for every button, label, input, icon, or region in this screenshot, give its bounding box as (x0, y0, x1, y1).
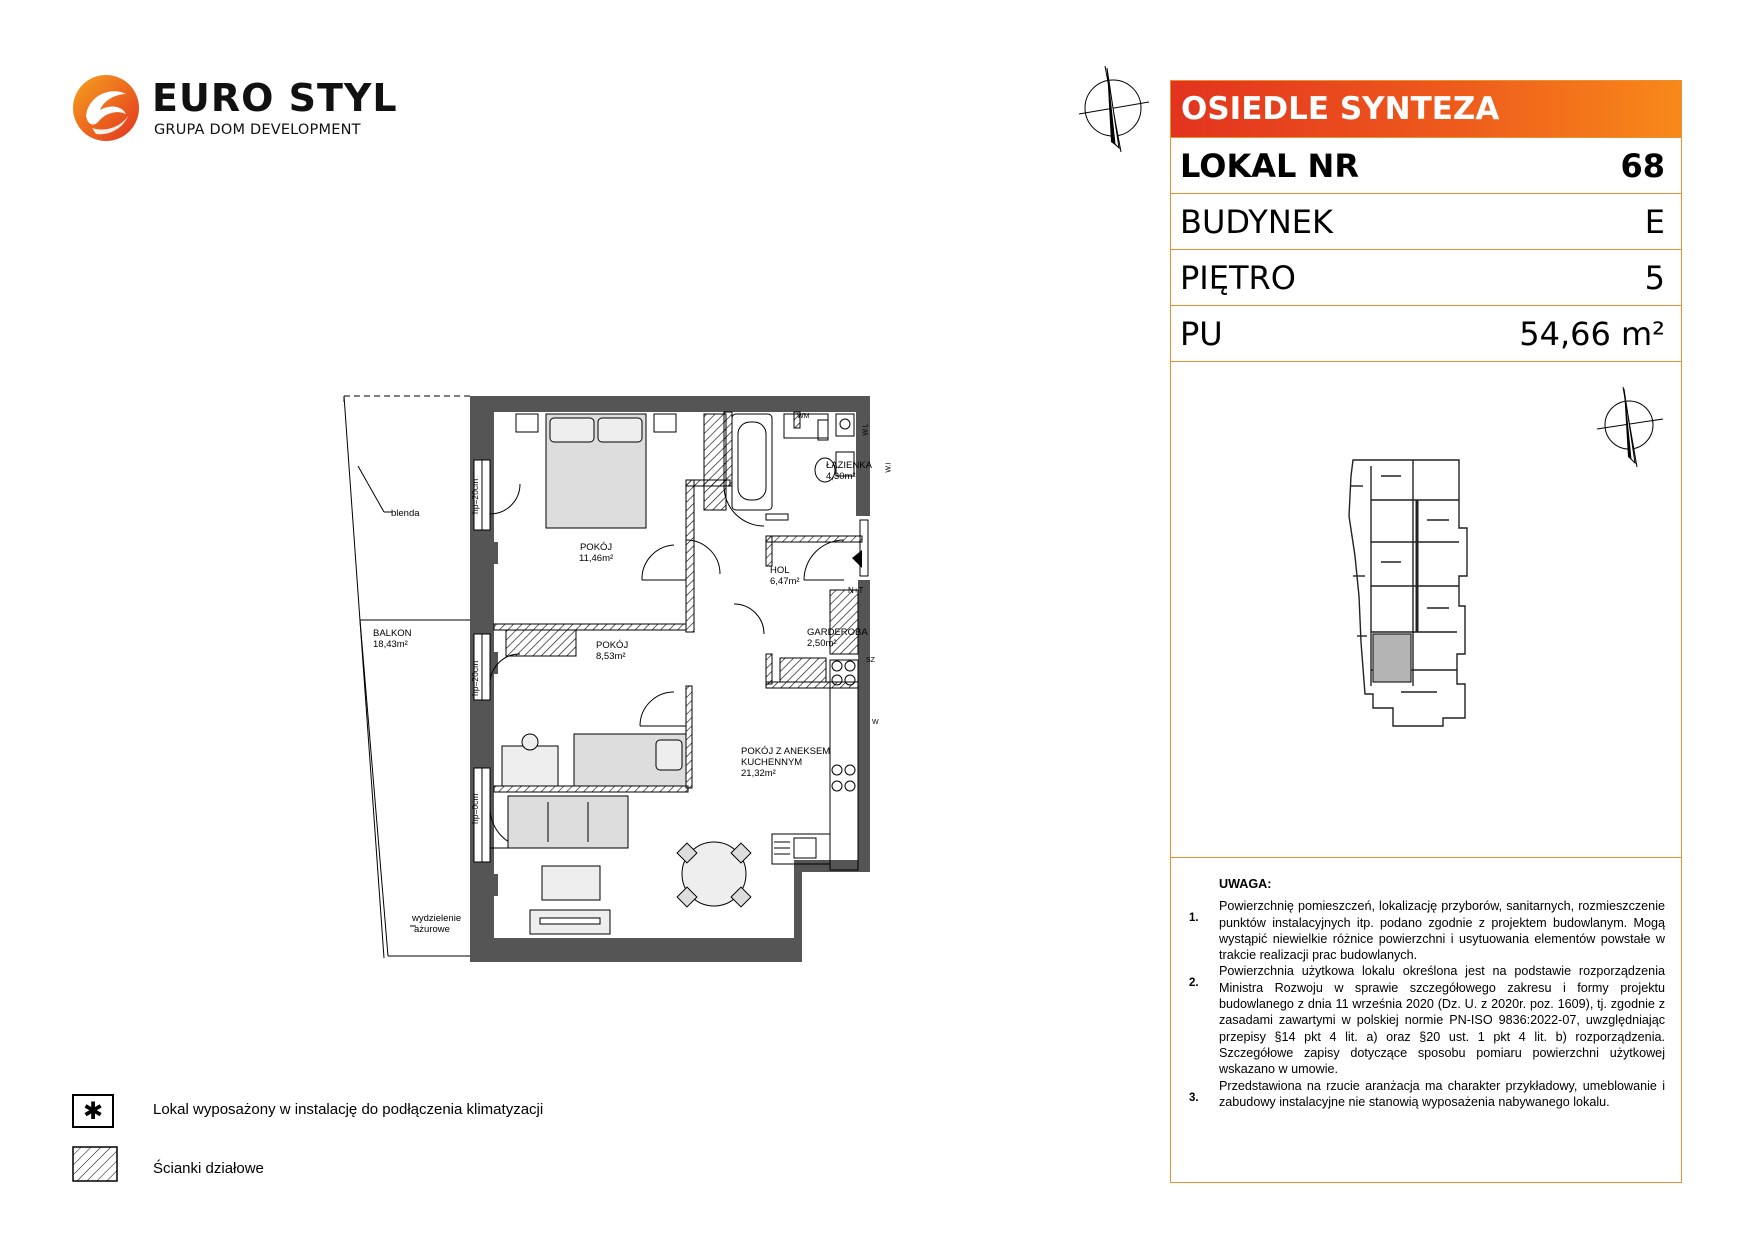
room-area: 11,46m² (579, 553, 614, 564)
annotation-blenda: blenda (391, 508, 420, 519)
room-area: 8,53m² (596, 651, 626, 662)
annotation-hp2: hp=20cm (470, 660, 480, 696)
room-area: 18,43m² (373, 639, 408, 650)
note-item (1183, 963, 1665, 1077)
room-label-hall (770, 565, 800, 587)
annotation-sz: SZ (866, 657, 875, 664)
room-label-bedroom (579, 542, 613, 564)
room-name: POKÓJ (596, 640, 629, 651)
annotation-wc: W (872, 719, 879, 726)
room-name-2: KUCHENNYM (741, 757, 803, 768)
note-number: 1. (1189, 912, 1199, 925)
logo-subtitle: GRUPA DOM DEVELOPMENT (154, 122, 361, 138)
notes-section (1183, 876, 1665, 1110)
room-name: GARDEROBA (807, 627, 868, 638)
legend-ac-box (72, 1094, 114, 1128)
note-text: Przedstawiona na rzucie aranżacja ma charakter przykładowy, umeblowanie i zabudowy instalacyjne nie stanowią wyposażenia nabywanego lokalu. (1219, 1078, 1665, 1109)
legend-walls-text: Ścianki działowe (153, 1160, 264, 1177)
room-label-room2 (596, 640, 628, 662)
info-value: E (1644, 202, 1665, 241)
info-label: PIĘTRO (1180, 258, 1296, 297)
notes-heading: UWAGA: (1219, 877, 1272, 891)
bedroom-furniture (516, 414, 676, 528)
estate-title: OSIEDLE SYNTEZA (1171, 81, 1681, 137)
info-row-area (1171, 305, 1681, 362)
annotation-line: wydzielenie (412, 913, 462, 924)
partition-hatch-icon (72, 1146, 118, 1182)
info-value: 54,66 m² (1519, 314, 1665, 353)
info-label: PU (1180, 314, 1223, 353)
annotation-hp3: hp=0cm (470, 793, 480, 824)
annotation-wm: WM (797, 413, 810, 420)
note-text: Powierzchnia użytkowa lokalu określona jest na podstawie rozporządzenia Ministra Rozwoju w sprawie szczegółowego zakresu i formy projektu budowlanego z dnia 11 września 2020 (Dz. U. z 2020r. poz. 1609), tj. zgodnie z zasadami zawartymi w polskiej normie PN-ISO 9836:2022-07, uwzględniając przepisy §14 pkt 4 lit. a) oraz §20 ust. 1 pkt 4 lit. b) rozporządzenia. Szczegółowe zapisy dotyczące sposobu pomiaru powierzchni użytkowej wskazano w umowie. (1219, 964, 1665, 1077)
legend-ac-text: Lokal wyposażony w instalację do podłączenia klimatyzacji (153, 1101, 544, 1118)
info-row-unit (1171, 137, 1681, 193)
room-name: HOL (770, 565, 790, 576)
room-name: BALKON (373, 628, 412, 639)
room-label-balcony (373, 628, 412, 650)
info-value: 68 (1620, 146, 1665, 185)
logo-mark-icon (70, 72, 142, 144)
room-name: ŁAZIENKA (826, 460, 872, 471)
note-text: Powierzchnię pomieszczeń, lokalizację przyborów, sanitarnych, rozmieszczenie punktów instalacyjnych itp. podano zgodnie z projektem budowlanym. Mogą wystąpić niewielkie różnice powierzchni i usytuowania elementów powstałe w trakcie realizacji prac budowlanych. (1219, 899, 1665, 963)
balcony-outline (344, 396, 472, 958)
info-label: LOKAL NR (1180, 146, 1359, 185)
room-label-wardrobe (807, 627, 868, 649)
annotation-line: ażurowe (414, 924, 450, 935)
annotation-wl: W.L (862, 423, 870, 436)
logo-brand: EURO STYL (152, 76, 398, 120)
info-row-building (1171, 193, 1681, 249)
note-number: 3. (1189, 1091, 1199, 1104)
info-label: BUDYNEK (1180, 202, 1333, 241)
annotation-hp1: hp=20cm (470, 478, 480, 514)
room-area: 6,47m² (770, 576, 800, 587)
annotation-separation (412, 913, 461, 935)
note-item (1183, 1078, 1665, 1111)
room-label-living (741, 746, 830, 779)
highlighted-unit (1373, 634, 1411, 682)
annotation-wi: W.I (885, 462, 893, 473)
room-label-bathroom (826, 460, 872, 482)
room-name: POKÓJ (579, 542, 613, 553)
room-area: 21,32m² (741, 768, 776, 779)
snowflake-icon: ✱ (82, 1097, 104, 1125)
room-area: 2,50m² (807, 638, 837, 649)
note-item (1183, 898, 1665, 963)
living-room-furniture (508, 796, 751, 934)
note-number: 2. (1189, 977, 1199, 990)
info-row-floor (1171, 249, 1681, 305)
annotation-nt: N+T (848, 586, 864, 595)
company-logo (70, 72, 398, 152)
room-name: POKÓJ Z ANEKSEM (741, 746, 831, 757)
building-key-plan (1341, 456, 1501, 746)
info-value: 5 (1644, 258, 1665, 297)
north-arrow-small-icon (1591, 381, 1671, 471)
room-area: 4,30m² (826, 471, 856, 482)
apartment-info-panel (1170, 80, 1682, 1183)
north-arrow-icon (1075, 62, 1155, 156)
